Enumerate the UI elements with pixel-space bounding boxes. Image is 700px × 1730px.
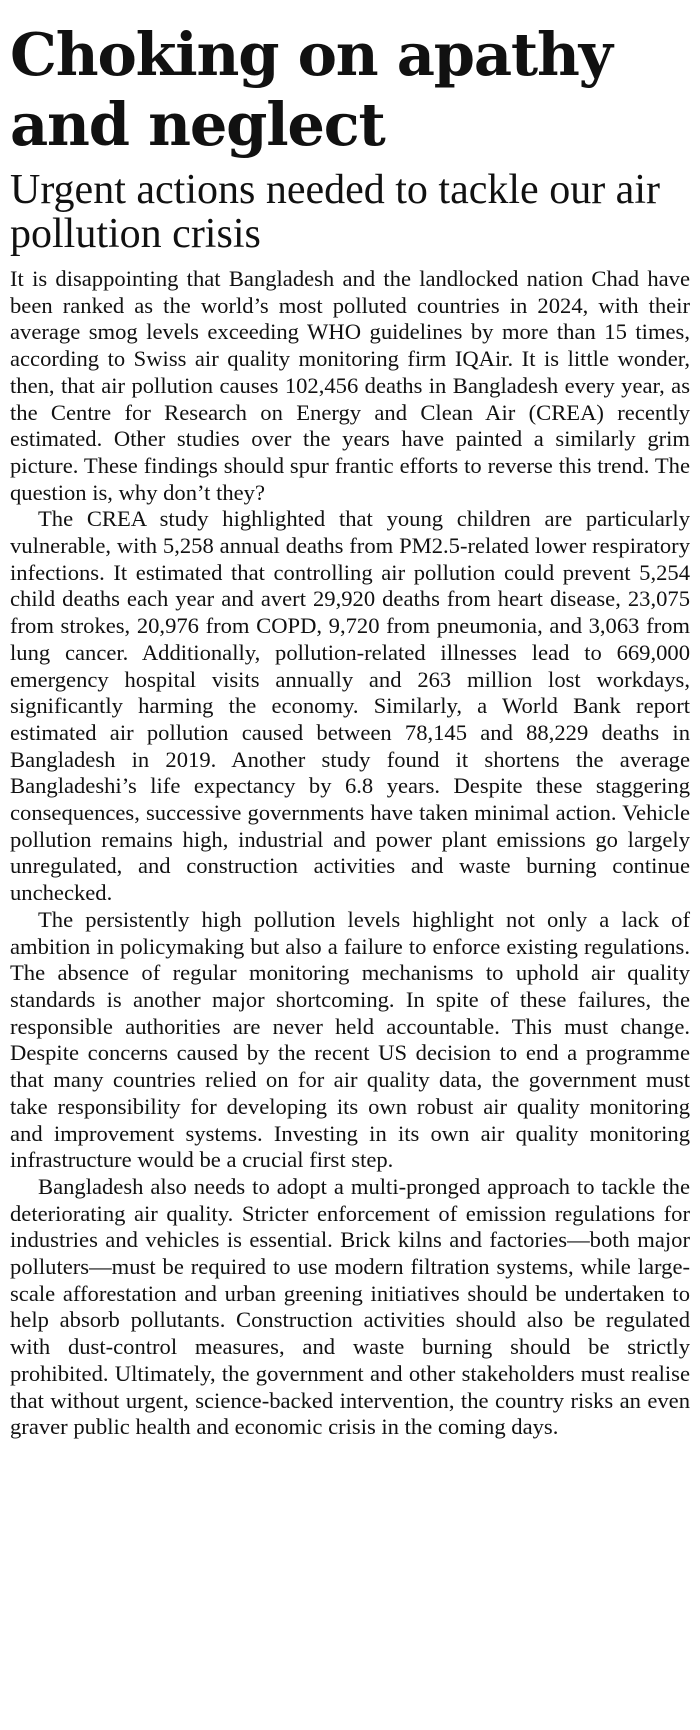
paragraph-4: Bangladesh also needs to adopt a multi-pronged approach to tackle the deteriorating air quality. Stricter enforcement of emission regulations for industries and vehicles is essential. Brick kilns and factories—both major polluters—must be required to use modern filtration systems, while large-scale afforestation and urban greening initiatives should be undertaken to help absorb pollutants. Construction activities should also be regulated with dust-control measures, and waste burning should be strictly prohibited. Ultimately, the government and other stakeholders must realise that without urgent, science-backed intervention, the country risks an even graver public health and economic crisis in the coming days. [10,1173,690,1440]
paragraph-1: It is disappointing that Bangladesh and the landlocked nation Chad have been ranked as the world’s most polluted countries in 2024, with their average smog levels exceeding WHO guidelines by more than 15 times, according to Swiss air quality monitoring firm IQAir. It is little wonder, then, that air pollution causes 102,456 deaths in Bangladesh every year, as the Centre for Research on Energy and Clean Air (CREA) recently estimated. Other studies over the years have painted a similarly grim picture. These findings should spur frantic efforts to reverse this trend. The question is, why don’t they? [10,266,690,505]
headline: Choking on apathy and neglect [10,20,612,159]
paragraph-3: The persistently high pollution levels highlight not only a lack of ambition in policymaking but also a failure to enforce existing regulations. The absence of regular monitoring mechanisms to uphold air quality standards is another major shortcoming. In spite of these failures, the responsible authorities are never held accountable. This must change. Despite concerns caused by the recent US decision to end a programme that many countries relied on for air quality data, the government must take responsibility for developing its own robust air quality monitoring and improvement systems. Investing in its own air quality monitoring infrastructure would be a crucial first step. [10,906,690,1173]
subheadline: Urgent actions needed to tackle our air pollution crisis [10,167,660,257]
paragraph-2: The CREA study highlighted that young children are particularly vulnerable, with 5,258 annual deaths from PM2.5-related lower respiratory infections. It estimated that controlling air pollution could prevent 5,254 child deaths each year and avert 29,920 deaths from heart disease, 23,075 from strokes, 20,976 from COPD, 9,720 from pneumonia, and 3,063 from lung cancer. Additionally, pollution-related illnesses lead to 669,000 emergency hospital visits annually and 263 million lost workdays, significantly harming the economy. Similarly, a World Bank report estimated air pollution caused between 78,145 and 88,229 deaths in Bangladesh in 2019. Another study found it shortens the average Bangladeshi’s life expectancy by 6.8 years. Despite these staggering consequences, successive governments have taken minimal action. Vehicle pollution remains high, industrial and power plant emissions go largely unregulated, and construction activities and waste burning continue unchecked. [10,506,690,906]
article-body [10,266,690,1441]
